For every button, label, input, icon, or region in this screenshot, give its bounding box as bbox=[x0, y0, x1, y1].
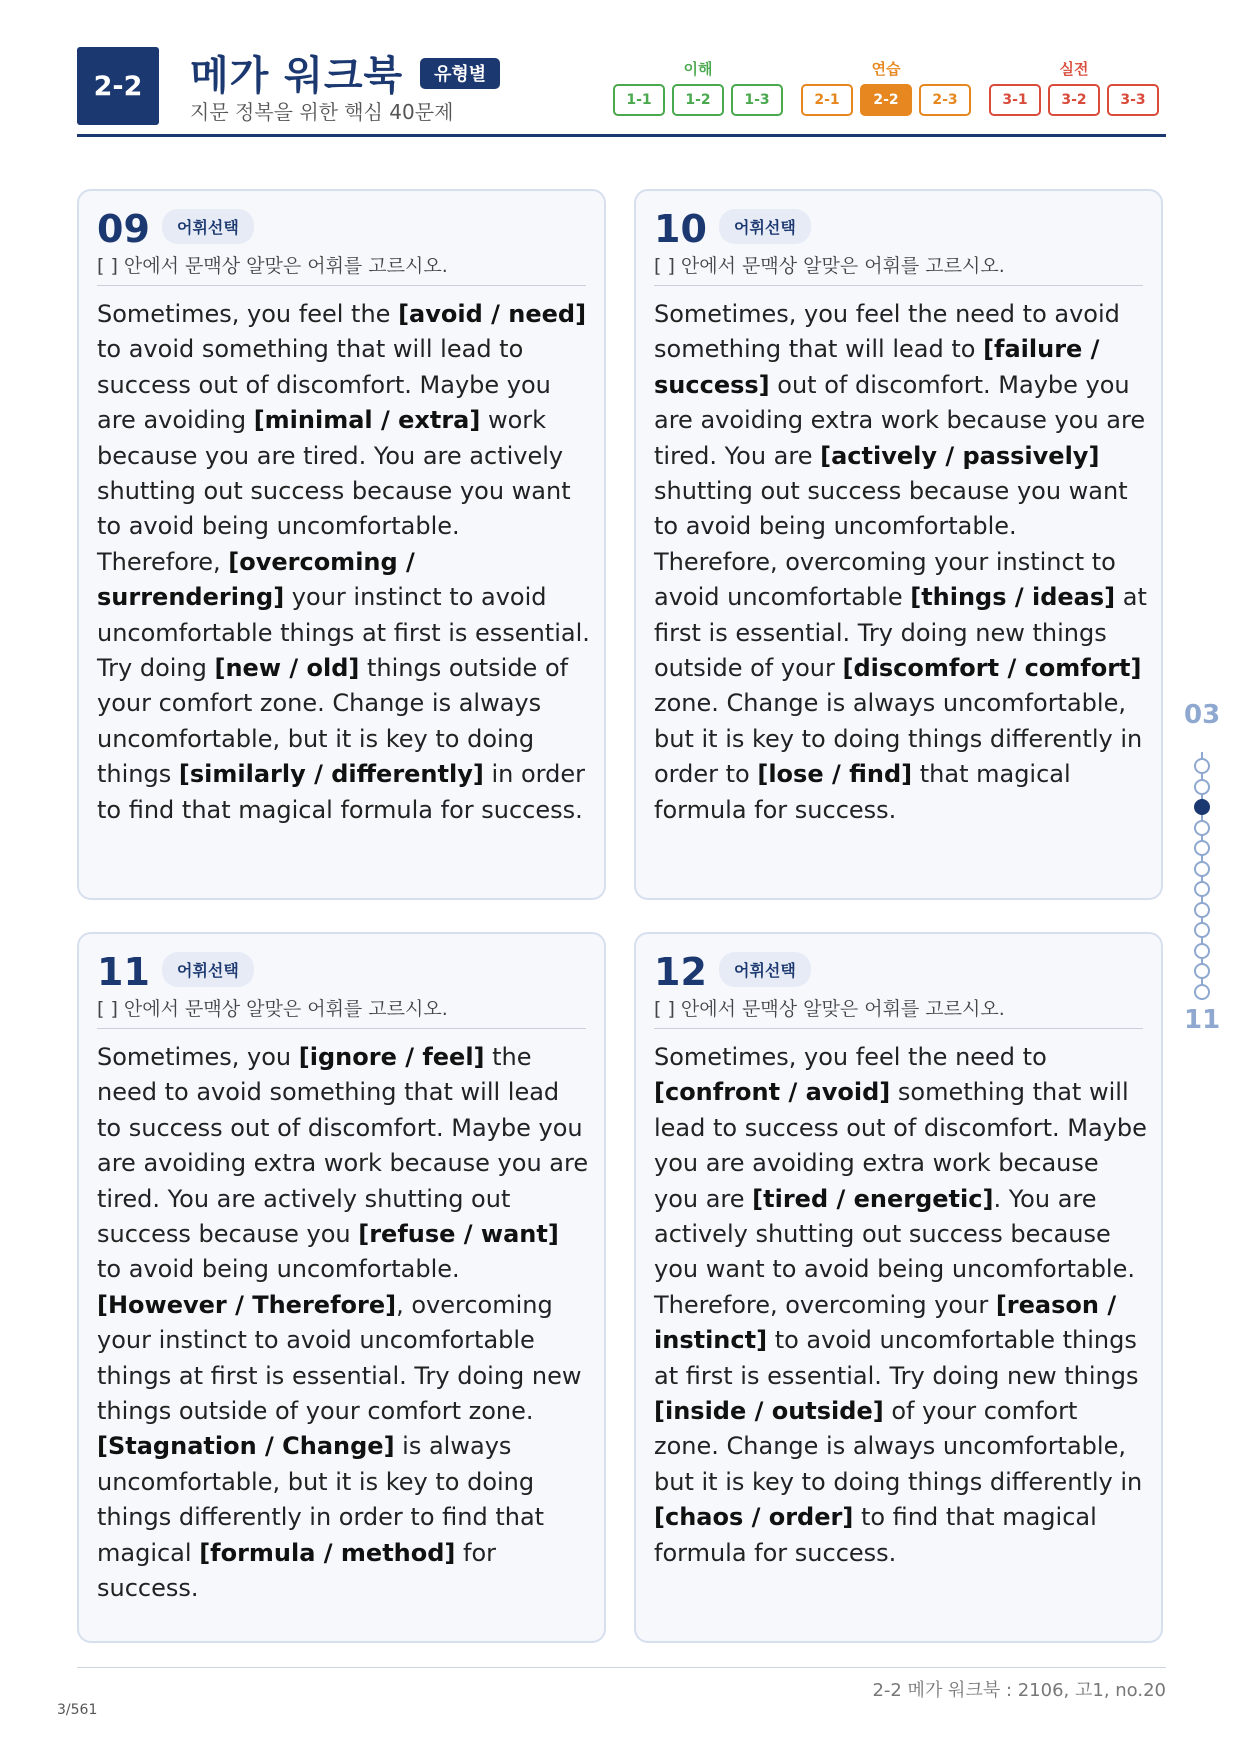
vocab-choice: [However / Therefore] bbox=[97, 1290, 397, 1319]
question-type-tag: 어휘선택 bbox=[719, 952, 811, 987]
question-number: 09 bbox=[97, 207, 150, 251]
passage-text: work because you are tired. You are actively shutting out success because you want to avoid being uncomfortable. Therefore, bbox=[97, 406, 571, 576]
vocab-choice: [discomfort / comfort] bbox=[842, 654, 1142, 683]
progress-dot bbox=[1194, 799, 1210, 815]
passage-text: zone. Change is always uncomfortable, but it is key to doing things differently in order to bbox=[654, 689, 1143, 789]
passage-text: to find that magical formula for success. bbox=[654, 1503, 1097, 1567]
section-badge: 2-2 bbox=[77, 47, 159, 125]
vocab-choice: [reason / instinct] bbox=[654, 1290, 1117, 1355]
progress-dot bbox=[1194, 922, 1210, 938]
question-passage bbox=[654, 1040, 1147, 1571]
question-instruction: [ ] 안에서 문맥상 알맞은 어휘를 고르시오. bbox=[654, 998, 1005, 1020]
level-button-1-2[interactable]: 1-2 bbox=[672, 84, 724, 116]
passage-text: Sometimes, you feel the need to avoid something that will lead to bbox=[654, 300, 1120, 364]
passage-text: something that will lead to success out of discomfort. Maybe you are avoiding extra work because you are bbox=[654, 1078, 1147, 1213]
level-group-practice bbox=[801, 58, 971, 116]
vocab-choice: [similarly / differently] bbox=[178, 760, 484, 789]
progress-dot bbox=[1194, 840, 1210, 856]
card-divider bbox=[97, 285, 586, 286]
passage-text: for success. bbox=[97, 1538, 497, 1603]
passage-text: at first is essential. Try doing new things outside of your bbox=[654, 583, 1147, 683]
vocab-choice: [confront / avoid] bbox=[654, 1078, 891, 1107]
question-card-09 bbox=[77, 189, 606, 900]
vocab-choice: [actively / passively] bbox=[820, 441, 1100, 470]
level-button-3-1[interactable]: 3-1 bbox=[989, 84, 1041, 116]
passage-text: out of discomfort. Maybe you are avoiding extra work because you are tired. You are bbox=[654, 370, 1146, 470]
vocab-choice: [chaos / order] bbox=[654, 1503, 854, 1532]
level-button-1-1[interactable]: 1-1 bbox=[613, 84, 665, 116]
passage-text: your instinct to avoid uncomfortable things at first is essential. Try doing bbox=[97, 583, 590, 683]
level-button-2-2[interactable]: 2-2 bbox=[860, 84, 912, 116]
progress-dot bbox=[1194, 820, 1210, 836]
card-divider bbox=[654, 285, 1143, 286]
vocab-choice: [new / old] bbox=[214, 654, 360, 683]
level-button-2-1[interactable]: 2-1 bbox=[801, 84, 853, 116]
vocab-choice: [tired / energetic] bbox=[752, 1184, 994, 1213]
question-number: 10 bbox=[654, 207, 707, 251]
vocab-choice: [lose / find] bbox=[757, 760, 913, 789]
passage-text: in order to find that magical formula for success. bbox=[97, 760, 585, 824]
rail-end-label: 11 bbox=[1184, 1005, 1221, 1035]
passage-text: to avoid something that will lead to success out of discomfort. Maybe you are avoiding bbox=[97, 335, 551, 435]
level-group-real bbox=[989, 58, 1159, 116]
progress-dot bbox=[1194, 943, 1210, 959]
passage-text: to avoid uncomfortable things at first is essential. Try doing new things bbox=[654, 1326, 1139, 1390]
progress-dot bbox=[1194, 758, 1210, 774]
question-card-10 bbox=[634, 189, 1163, 900]
page-number: 3/561 bbox=[57, 1702, 98, 1718]
question-instruction: [ ] 안에서 문맥상 알맞은 어휘를 고르시오. bbox=[654, 255, 1005, 277]
level-button-2-3[interactable]: 2-3 bbox=[919, 84, 971, 116]
level-button-3-3[interactable]: 3-3 bbox=[1107, 84, 1159, 116]
level-button-3-2[interactable]: 3-2 bbox=[1048, 84, 1100, 116]
footer-divider bbox=[77, 1667, 1166, 1668]
card-divider bbox=[654, 1028, 1143, 1029]
vocab-choice: [overcoming / surrendering] bbox=[97, 547, 415, 612]
vocab-choice: [avoid / need] bbox=[398, 300, 587, 328]
level-label: 실전 bbox=[1059, 60, 1089, 78]
vocab-choice: [things / ideas] bbox=[910, 583, 1116, 612]
question-passage bbox=[97, 297, 590, 828]
passage-text: . You are actively shutting out success because you want to avoid being uncomfortable. Therefore, overcoming your bbox=[654, 1184, 1135, 1319]
progress-dot bbox=[1194, 881, 1210, 897]
passage-text: things outside of your comfort zone. Change is always uncomfortable, but it is key to doing things bbox=[97, 654, 569, 789]
question-type-tag: 어휘선택 bbox=[162, 952, 254, 987]
passage-text: to avoid being uncomfortable. bbox=[97, 1255, 460, 1284]
vocab-choice: [Stagnation / Change] bbox=[97, 1432, 395, 1461]
question-card-11 bbox=[77, 932, 606, 1643]
progress-dot bbox=[1194, 779, 1210, 795]
card-divider bbox=[97, 1028, 586, 1029]
page-title: 메가 워크북 bbox=[190, 53, 404, 99]
question-card-12 bbox=[634, 932, 1163, 1643]
question-type-tag: 어휘선택 bbox=[162, 209, 254, 244]
footer-source: 2-2 메가 워크북 : 2106, 고1, no.20 bbox=[872, 1680, 1166, 1701]
passage-text: is always uncomfortable, but it is key to doing things differently in order to find that magical bbox=[97, 1432, 545, 1567]
question-type-tag: 어휘선택 bbox=[719, 209, 811, 244]
question-instruction: [ ] 안에서 문맥상 알맞은 어휘를 고르시오. bbox=[97, 998, 448, 1020]
vocab-choice: [minimal / extra] bbox=[253, 406, 481, 435]
level-group-understanding bbox=[613, 58, 783, 116]
question-number: 11 bbox=[97, 950, 150, 994]
question-passage bbox=[97, 1040, 590, 1607]
progress-dot bbox=[1194, 902, 1210, 918]
progress-dot bbox=[1194, 963, 1210, 979]
rail-start-label: 03 bbox=[1184, 700, 1221, 730]
vocab-choice: [ignore / feel] bbox=[298, 1043, 485, 1071]
level-button-1-3[interactable]: 1-3 bbox=[731, 84, 783, 116]
vocab-choice: [formula / method] bbox=[199, 1538, 456, 1567]
vocab-choice: [failure / success] bbox=[654, 335, 1100, 399]
level-label: 이해 bbox=[683, 60, 713, 78]
vocab-choice: [refuse / want] bbox=[358, 1220, 559, 1249]
vocab-choice: [inside / outside] bbox=[654, 1397, 884, 1426]
level-label: 연습 bbox=[871, 60, 901, 78]
progress-dot bbox=[1194, 861, 1210, 877]
passage-text: Sometimes, you feel the need to bbox=[654, 1043, 1047, 1071]
passage-text: , overcoming your instinct to avoid uncomfortable things at first is essential. Try doing new things outside of your comfort zone. bbox=[97, 1290, 582, 1426]
question-number: 12 bbox=[654, 950, 707, 994]
header-divider bbox=[77, 134, 1166, 137]
question-instruction: [ ] 안에서 문맥상 알맞은 어휘를 고르시오. bbox=[97, 255, 448, 277]
passage-text: that magical formula for success. bbox=[654, 760, 1071, 824]
passage-text: shutting out success because you want to avoid being uncomfortable. Therefore, overcoming your instinct to avoid uncomfortable bbox=[654, 477, 1128, 612]
passage-text: Sometimes, you feel the bbox=[97, 300, 399, 328]
progress-dot bbox=[1194, 984, 1210, 1000]
page-subtitle: 지문 정복을 위한 핵심 40문제 bbox=[190, 100, 454, 124]
passage-text: Sometimes, you bbox=[97, 1043, 299, 1071]
question-passage bbox=[654, 297, 1147, 828]
type-tag: 유형별 bbox=[420, 58, 500, 89]
passage-text: of your comfort zone. Change is always uncomfortable, but it is key to doing things differently in bbox=[654, 1397, 1143, 1496]
passage-text: the need to avoid something that will lead to success out of discomfort. Maybe you are avoiding extra work because you are tired. You are actively shutting out success because you bbox=[97, 1043, 589, 1249]
